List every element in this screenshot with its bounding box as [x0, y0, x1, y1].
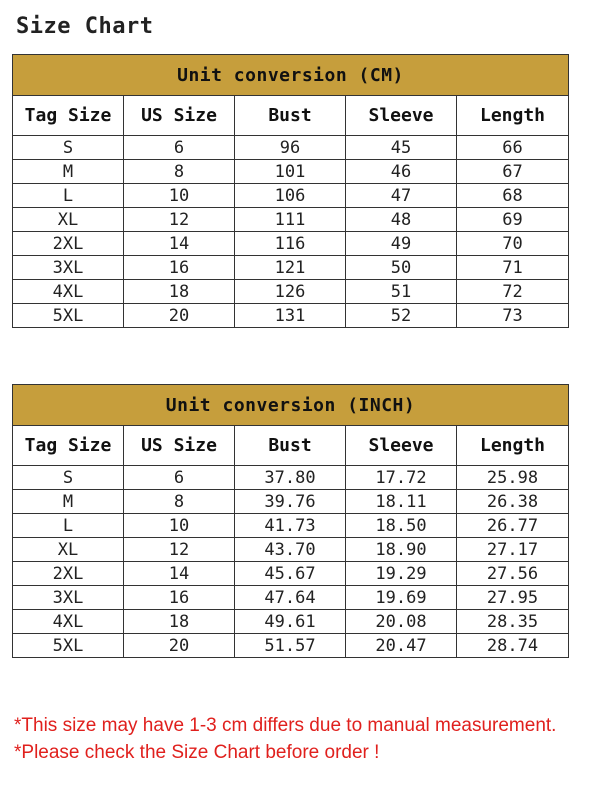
- table-cell: L: [13, 514, 124, 538]
- table-cell: 26.38: [457, 490, 569, 514]
- table-row: [13, 280, 569, 304]
- table-cell: 12: [124, 208, 235, 232]
- table-cell: 4XL: [13, 280, 124, 304]
- table-cell: 16: [124, 586, 235, 610]
- table-cell: 71: [457, 256, 569, 280]
- table-cell: 73: [457, 304, 569, 328]
- table-cell: 2XL: [13, 232, 124, 256]
- table-cell: 8: [124, 490, 235, 514]
- column-header: Bust: [235, 96, 346, 136]
- table-banner: Unit conversion (INCH): [13, 385, 569, 426]
- table-cell: 52: [346, 304, 457, 328]
- table-cell: S: [13, 466, 124, 490]
- table-cell: 121: [235, 256, 346, 280]
- notes: [14, 712, 556, 766]
- table-cell: 43.70: [235, 538, 346, 562]
- table-cell: 28.35: [457, 610, 569, 634]
- table-cell: L: [13, 184, 124, 208]
- table-cell: XL: [13, 538, 124, 562]
- table-cell: 106: [235, 184, 346, 208]
- table-cell: 51: [346, 280, 457, 304]
- table-cell: 131: [235, 304, 346, 328]
- table-cell: 47: [346, 184, 457, 208]
- table-cell: 45.67: [235, 562, 346, 586]
- table-cell: XL: [13, 208, 124, 232]
- table-row: [13, 514, 569, 538]
- table-cell: 25.98: [457, 466, 569, 490]
- table-cell: 48: [346, 208, 457, 232]
- table-cell: 6: [124, 136, 235, 160]
- table-cell: 18: [124, 280, 235, 304]
- table-cell: 70: [457, 232, 569, 256]
- table-cell: 18.90: [346, 538, 457, 562]
- table-cell: 20: [124, 304, 235, 328]
- table-cell: 6: [124, 466, 235, 490]
- table-row: [13, 634, 569, 658]
- table-cell: 51.57: [235, 634, 346, 658]
- table-cell: 126: [235, 280, 346, 304]
- table-cell: 27.95: [457, 586, 569, 610]
- table-cell: 26.77: [457, 514, 569, 538]
- table-cell: 12: [124, 538, 235, 562]
- table-cell: 72: [457, 280, 569, 304]
- table-cell: 96: [235, 136, 346, 160]
- table-cell: 46: [346, 160, 457, 184]
- table-cell: M: [13, 160, 124, 184]
- column-header: Length: [457, 426, 569, 466]
- table-cell: 66: [457, 136, 569, 160]
- table-cell: 45: [346, 136, 457, 160]
- table-cell: 3XL: [13, 586, 124, 610]
- column-header: Tag Size: [13, 96, 124, 136]
- table-cell: 10: [124, 514, 235, 538]
- column-header: Sleeve: [346, 426, 457, 466]
- table-cell: M: [13, 490, 124, 514]
- table-cell: 14: [124, 232, 235, 256]
- table-cell: 68: [457, 184, 569, 208]
- table-cell: 5XL: [13, 634, 124, 658]
- column-header: Bust: [235, 426, 346, 466]
- table-cell: 28.74: [457, 634, 569, 658]
- table-cell: 14: [124, 562, 235, 586]
- table-row: [13, 256, 569, 280]
- table-cell: 5XL: [13, 304, 124, 328]
- table-cell: 20.08: [346, 610, 457, 634]
- table-row: [13, 136, 569, 160]
- table-header-row: [13, 96, 569, 136]
- table-cell: 27.56: [457, 562, 569, 586]
- table-cell: 8: [124, 160, 235, 184]
- table-cell: 2XL: [13, 562, 124, 586]
- table-header-row: [13, 426, 569, 466]
- table-cell: 67: [457, 160, 569, 184]
- table-row: [13, 232, 569, 256]
- column-header: US Size: [124, 96, 235, 136]
- table-cell: 49.61: [235, 610, 346, 634]
- table-cell: 18.11: [346, 490, 457, 514]
- table-cell: 4XL: [13, 610, 124, 634]
- table-cell: 19.69: [346, 586, 457, 610]
- table-cell: 116: [235, 232, 346, 256]
- table-row: [13, 184, 569, 208]
- table-cell: 41.73: [235, 514, 346, 538]
- table-row: [13, 562, 569, 586]
- table-row: [13, 610, 569, 634]
- table-row: [13, 304, 569, 328]
- table-cell: 20.47: [346, 634, 457, 658]
- column-header: US Size: [124, 426, 235, 466]
- table-cell: 69: [457, 208, 569, 232]
- table-cell: 111: [235, 208, 346, 232]
- table-cell: 18: [124, 610, 235, 634]
- table-banner: Unit conversion (CM): [13, 55, 569, 96]
- table-cell: 37.80: [235, 466, 346, 490]
- table-row: [13, 538, 569, 562]
- table-cell: 49: [346, 232, 457, 256]
- table-cell: 47.64: [235, 586, 346, 610]
- table-cell: 16: [124, 256, 235, 280]
- table-row: [13, 160, 569, 184]
- table-cell: 18.50: [346, 514, 457, 538]
- table-cell: 17.72: [346, 466, 457, 490]
- column-header: Length: [457, 96, 569, 136]
- table-cell: 50: [346, 256, 457, 280]
- table-cell: 27.17: [457, 538, 569, 562]
- table-cell: 101: [235, 160, 346, 184]
- table-cell: 10: [124, 184, 235, 208]
- table-row: [13, 208, 569, 232]
- table-cell: 19.29: [346, 562, 457, 586]
- note-measurement: *This size may have 1-3 cm differs due to manual measurement.: [14, 715, 557, 736]
- table-cell: S: [13, 136, 124, 160]
- column-header: Tag Size: [13, 426, 124, 466]
- size-table-inch: [12, 384, 569, 658]
- size-table-cm: [12, 54, 569, 328]
- table-row: [13, 490, 569, 514]
- table-cell: 3XL: [13, 256, 124, 280]
- column-header: Sleeve: [346, 96, 457, 136]
- table-row: [13, 466, 569, 490]
- table-row: [13, 586, 569, 610]
- table-cell: 39.76: [235, 490, 346, 514]
- note-check-chart: *Please check the Size Chart before order !: [14, 742, 380, 763]
- table-cell: 20: [124, 634, 235, 658]
- page-title: Size Chart: [16, 14, 154, 39]
